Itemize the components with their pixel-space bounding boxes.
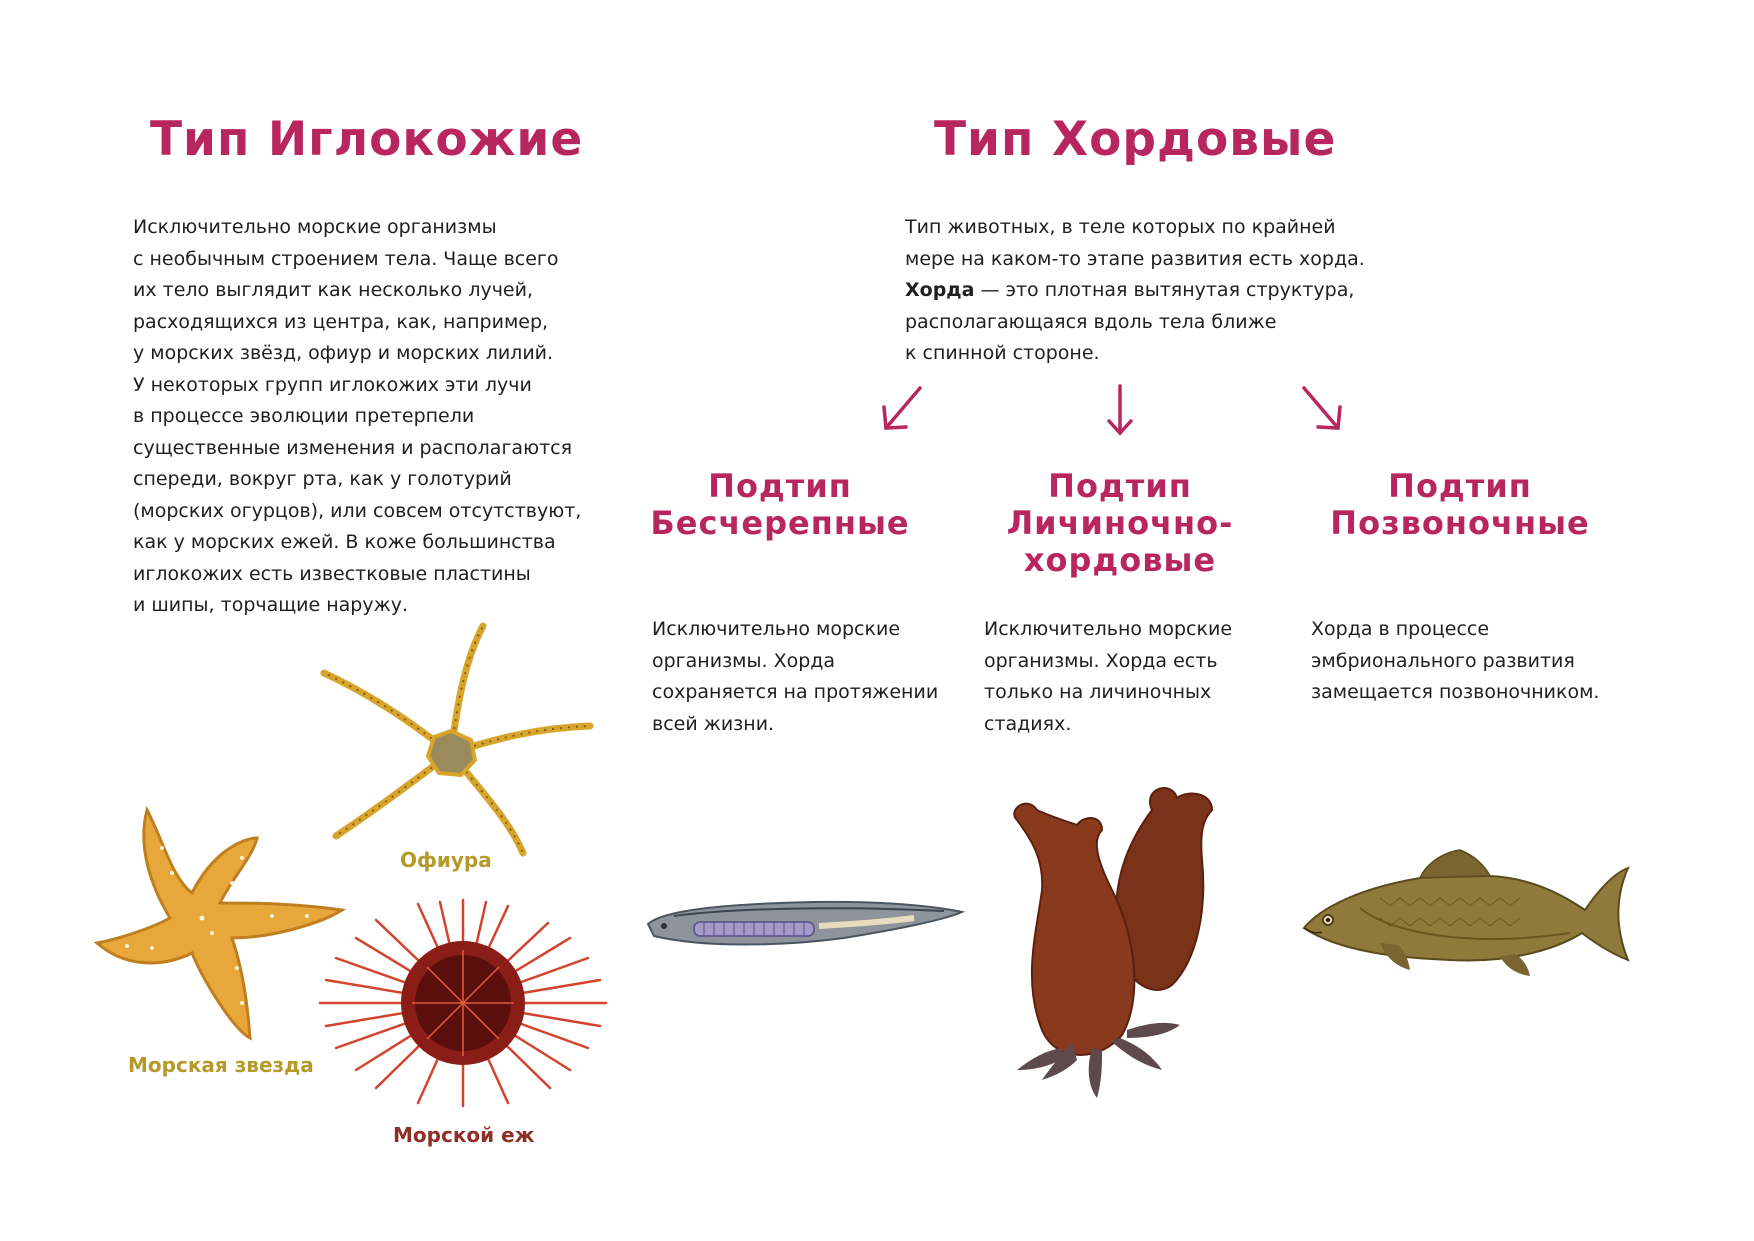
echinoderms-description <box>133 212 581 622</box>
title-line: Бесчерепные <box>650 504 910 542</box>
text-line: как у морских ежей. В коже большинства <box>133 531 556 553</box>
text-line: Исключительно морские <box>984 618 1233 640</box>
chord-term: Хорда <box>905 279 975 301</box>
text-line: У некоторых групп иглокожих эти лучи <box>133 373 532 396</box>
lancelet-illustration <box>644 896 964 956</box>
brittle-star-illustration <box>318 618 598 858</box>
text-line: организмы. Хорда <box>652 649 836 672</box>
sea-urchin-illustration <box>318 898 608 1108</box>
text-line: у морских звёзд, офиур и морских лилий. <box>133 342 554 364</box>
title-line: Подтип <box>1388 467 1532 505</box>
text-line: Тип животных, в теле которых по крайней <box>905 216 1336 238</box>
chordates-title: Тип Хордовые <box>934 112 1337 167</box>
text-line: к спинной стороне. <box>905 342 1100 364</box>
sea-squirt-illustration <box>1002 780 1232 1110</box>
arrow-down-right-icon <box>1298 385 1348 435</box>
subtype-cephalochordata-description <box>652 614 938 740</box>
brittle-star-caption: Офиура <box>400 848 492 872</box>
text-line: расходящихся из центра, как, например, <box>133 310 549 333</box>
subtype-cephalochordata-title <box>640 468 920 542</box>
starfish-illustration <box>92 798 352 1043</box>
text-line: замещается позвоночником. <box>1311 681 1600 703</box>
subtype-vertebrata-description <box>1311 614 1599 709</box>
text-line: с необычным строением тела. Чаще всего <box>133 247 559 270</box>
arrow-down-left-icon <box>878 385 928 435</box>
text-line: и шипы, торчащие наружу. <box>133 594 408 616</box>
text-line: эмбрионального развития <box>1311 649 1575 672</box>
text-line: иглокожих есть известковые пластины <box>133 562 531 585</box>
text-line: Исключительно морские <box>652 618 901 640</box>
text-line: только на личиночных <box>984 681 1212 703</box>
starfish-caption: Морская звезда <box>128 1053 314 1077</box>
text-line: Исключительно морские организмы <box>133 216 497 238</box>
chordates-description <box>905 212 1365 370</box>
text-line: всей жизни. <box>652 712 775 735</box>
text-line: их тело выглядит как несколько лучей, <box>133 279 534 301</box>
text-line: стадиях. <box>984 712 1072 735</box>
title-line: хордовые <box>1023 541 1217 579</box>
text-line: Хорда в процессе <box>1311 618 1490 640</box>
text-line: сохраняется на протяжении <box>652 681 939 703</box>
echinoderms-title: Тип Иглокожие <box>150 112 584 167</box>
carp-fish-illustration <box>1300 848 1630 988</box>
subtype-tunicata-description <box>984 614 1232 740</box>
arrow-down-icon <box>1105 383 1135 438</box>
text-line: спереди, вокруг рта, как у голотурий <box>133 468 512 490</box>
title-line: Подтип <box>708 467 852 505</box>
title-line: Позвоночные <box>1330 504 1590 542</box>
title-line: Личиночно- <box>1006 504 1234 542</box>
text-line: мере на каком-то этапе развития есть хорда. <box>905 247 1365 270</box>
text-line: в процессе эволюции претерпели <box>133 405 475 427</box>
text-line: организмы. Хорда есть <box>984 649 1218 672</box>
urchin-caption: Морской еж <box>393 1123 535 1147</box>
title-line: Подтип <box>1048 467 1192 505</box>
text-line: существенные изменения и располагаются <box>133 436 573 459</box>
subtype-vertebrata-title <box>1310 468 1610 542</box>
text-line: располагающаяся вдоль тела ближе <box>905 310 1277 333</box>
chord-definition: — это плотная вытянутая структура, <box>974 279 1355 301</box>
text-line <box>905 275 1365 307</box>
subtype-tunicata-title <box>975 468 1265 579</box>
text-line: (морских огурцов), или совсем отсутствуют, <box>133 499 582 522</box>
